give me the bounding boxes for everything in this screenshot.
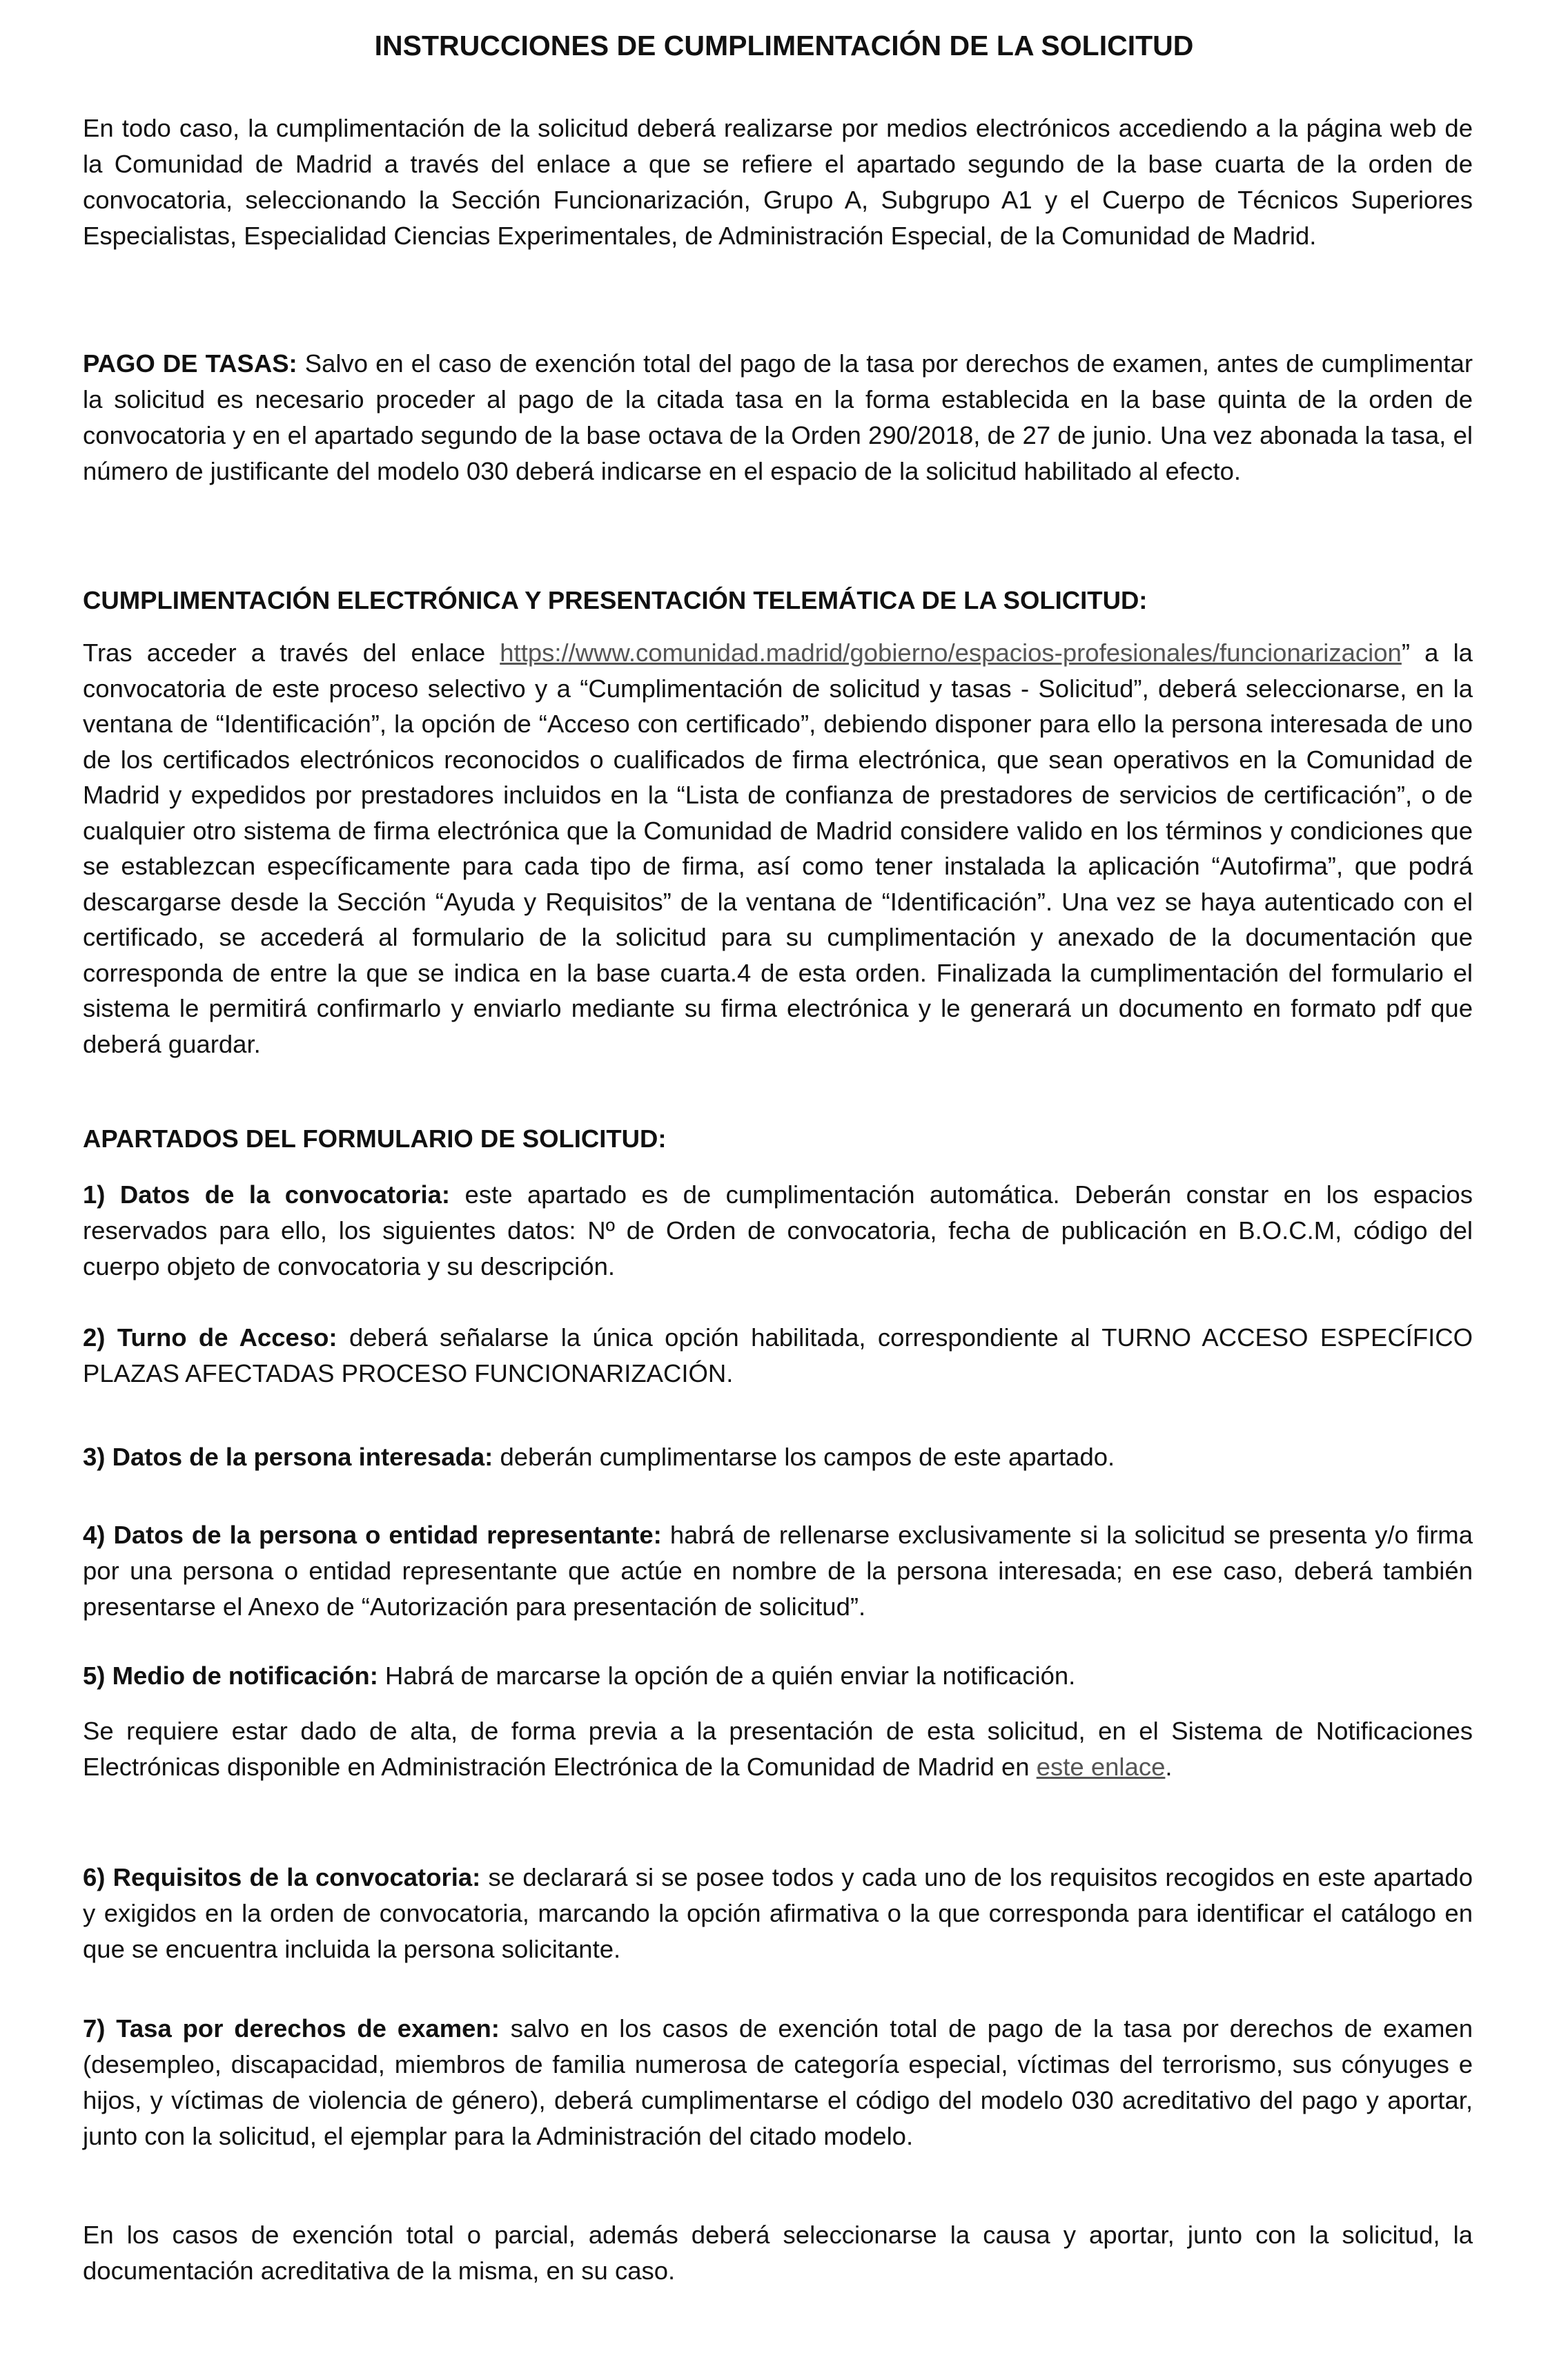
apartado-4	[83, 1517, 1473, 1625]
apartado-label: 7) Tasa por derechos de examen:	[83, 2014, 500, 2043]
notificaciones-link[interactable]: este enlace	[1036, 1753, 1166, 1781]
electronica-text-start: Tras acceder a través del enlace	[83, 639, 500, 667]
apartado-text: se declarará si se posee todos y cada uno de los requisitos recogidos en este apartado y exigidos en la orden de convocatoria, marcando la opción afirmativa o la que corresponda para identificar el catálogo en que se encuentra incluida la persona solicitante.	[83, 1863, 1473, 1963]
electronica-heading: CUMPLIMENTACIÓN ELECTRÓNICA Y PRESENTACIÓN TELEMÁTICA DE LA SOLICITUD:	[83, 586, 1148, 614]
apartado-text: Habrá de marcarse la opción de a quién enviar la notificación.	[378, 1662, 1076, 1690]
pago-tasas-label: PAGO DE TASAS:	[83, 349, 297, 378]
apartado-5	[83, 1658, 1473, 1694]
notificaciones-text: Se requiere estar dado de alta, de forma previa a la presentación de esta solicitud, en el Sistema de Notificaciones Electrónicas disponible en Administración Electrónica de la Comunidad de Madrid en	[83, 1717, 1473, 1781]
apartado-text: habrá de rellenarse exclusivamente si la solicitud se presenta y/o firma por una persona o entidad representante que actúe en nombre de la persona interesada; en ese caso, deberá también presentarse el Anexo de “Autorización para presentación de solicitud”.	[83, 1521, 1473, 1621]
apartado-label: 3) Datos de la persona interesada:	[83, 1443, 493, 1471]
apartados-heading: APARTADOS DEL FORMULARIO DE SOLICITUD:	[83, 1124, 667, 1153]
notificaciones-paragraph	[83, 1713, 1473, 1785]
apartado-2	[83, 1320, 1473, 1392]
apartado-label: 4) Datos de la persona o entidad representante:	[83, 1521, 662, 1549]
apartado-text: salvo en los casos de exención total de pago de la tasa por derechos de examen (desempleo, discapacidad, miembros de familia numerosa de categoría especial, víctimas del terrorismo, sus cónyuges e hijos, y víctimas de violencia de género), deberá cumplimentarse el código del modelo 030 acreditativo del pago y aportar, junto con la solicitud, el ejemplar para la Administración del citado modelo.	[83, 2014, 1473, 2150]
funcionarizacion-link[interactable]: https://www.comunidad.madrid/gobierno/espacios-profesionales/funcionarizacion	[500, 639, 1402, 667]
pago-tasas-text: Salvo en el caso de exención total del pago de la tasa por derechos de examen, antes de cumplimentar la solicitud es necesario proceder al pago de la citada tasa en la forma establecida en la base quinta de la orden de convocatoria y en el apartado segundo de la base octava de la Orden 290/2018, de 27 de junio. Una vez abonada la tasa, el número de justificante del modelo 030 deberá indicarse en el espacio de la solicitud habilitado al efecto.	[83, 349, 1473, 485]
apartado-6	[83, 1860, 1473, 1967]
apartado-3	[83, 1439, 1473, 1475]
apartado-1	[83, 1177, 1473, 1285]
notificaciones-end: .	[1165, 1753, 1173, 1781]
apartado-text: deberá señalarse la única opción habilitada, correspondiente al TURNO ACCESO ESPECÍFICO PLAZAS AFECTADAS PROCESO FUNCIONARIZACIÓN.	[83, 1323, 1473, 1387]
apartado-text: este apartado es de cumplimentación automática. Deberán constar en los espacios reservados para ello, los siguientes datos: Nº de Orden de convocatoria, fecha de publicación en B.O.C.M, código del cuerpo objeto de convocatoria y su descripción.	[83, 1180, 1473, 1280]
page-title: INSTRUCCIONES DE CUMPLIMENTACIÓN DE LA SOLICITUD	[374, 30, 1194, 61]
apartado-label: 2) Turno de Acceso:	[83, 1323, 337, 1352]
apartado-text: deberán cumplimentarse los campos de este apartado.	[493, 1443, 1115, 1471]
pago-tasas-paragraph	[83, 346, 1473, 489]
intro-paragraph: En todo caso, la cumplimentación de la solicitud deberá realizarse por medios electrónicos accediendo a la página web de la Comunidad de Madrid a través del enlace a que se refiere el apartado segundo de la base cuarta de la orden de convocatoria, seleccionando la Sección Funcionarización, Grupo A, Subgrupo A1 y el Cuerpo de Técnicos Superiores Especialistas, Especialidad Ciencias Experimentales, de Administración Especial, de la Comunidad de Madrid.	[83, 114, 1473, 250]
exencion-paragraph: En los casos de exención total o parcial, además deberá seleccionarse la causa y aportar, junto con la solicitud, la documentación acreditativa de la misma, en su caso.	[83, 2221, 1473, 2285]
apartado-label: 5) Medio de notificación:	[83, 1662, 378, 1690]
apartado-7	[83, 2011, 1473, 2154]
apartado-label: 1) Datos de la convocatoria:	[83, 1180, 451, 1209]
electronica-paragraph	[83, 635, 1473, 1062]
electronica-text-end: ” a la convocatoria de este proceso selectivo y a “Cumplimentación de solicitud y tasas - Solicitud”, deberá seleccionarse, en la ventana de “Identificación”, la opción de “Acceso con certificado”, debiendo disponer para ello la persona interesada de uno de los certificados electrónicos reconocidos o cualificados de firma electrónica, que sean operativos en la Comunidad de Madrid y expedidos por prestadores incluidos en la “Lista de confianza de prestadores de servicios de certificación”, o de cualquier otro sistema de firma electrónica que la Comunidad de Madrid considere valido en los términos y condiciones que se establezcan específicamente para cada tipo de firma, así como tener instalada la aplicación “Autofirma”, que podrá descargarse desde la Sección “Ayuda y Requisitos” de la ventana de “Identificación”. Una vez se haya autenticado con el certificado, se accederá al formulario de la solicitud para su cumplimentación y anexado de la documentación que corresponda de entre la que se indica en la base cuarta.4 de esta orden. Finalizada la cumplimentación del formulario el sistema le permitirá confirmarlo y enviarlo mediante su firma electrónica y le generará un documento en formato pdf que deberá guardar.	[83, 639, 1473, 1058]
apartado-label: 6) Requisitos de la convocatoria:	[83, 1863, 481, 1891]
